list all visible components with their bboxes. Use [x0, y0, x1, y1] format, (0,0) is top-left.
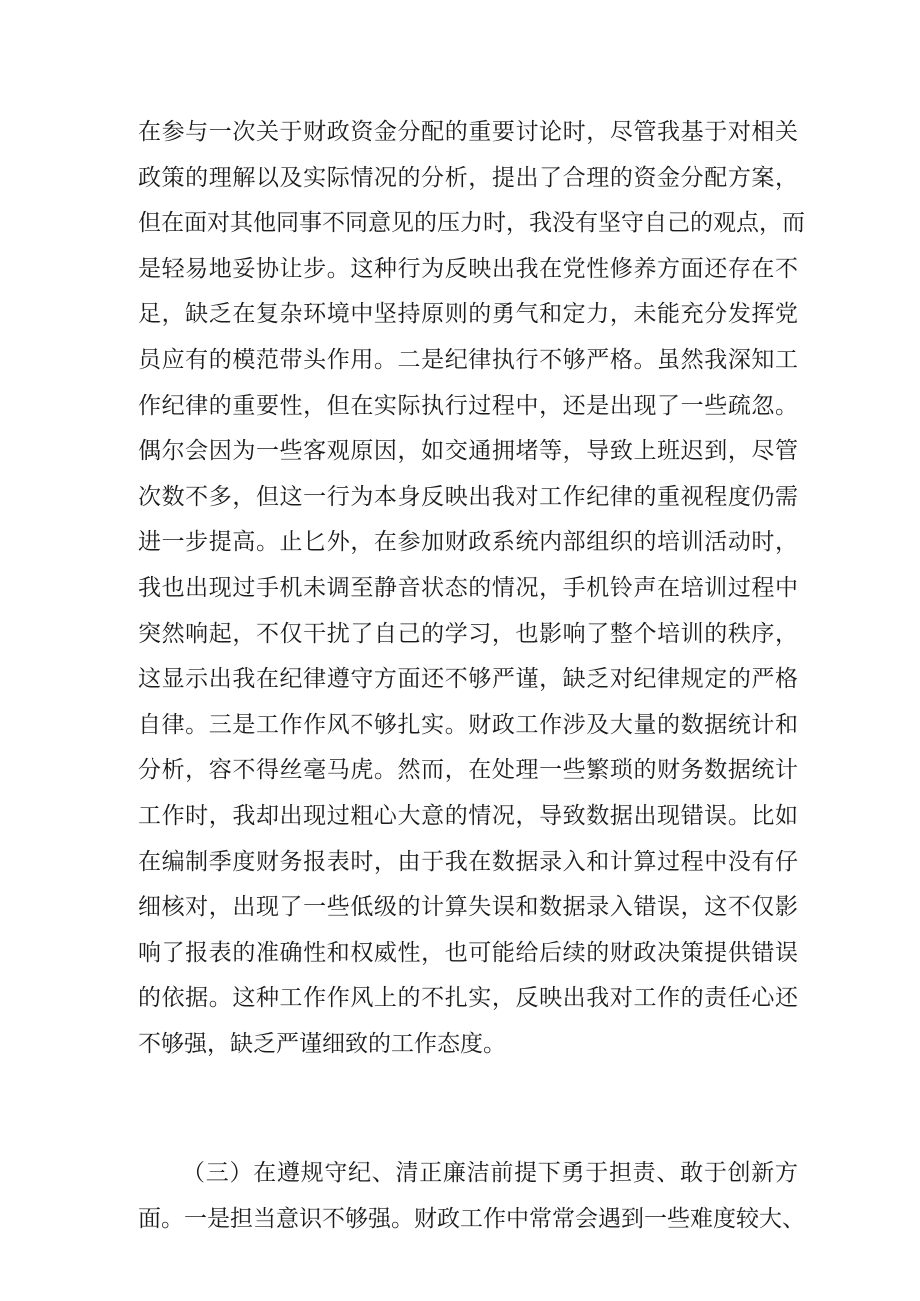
body-paragraph-2 [138, 1151, 805, 1242]
text-line: 不够强，缺乏严谨细致的工作态度。 [138, 1030, 506, 1057]
text-line: 足，缺乏在复杂环境中坚持原则的勇气和定力，未能充分发挥党 [138, 301, 798, 328]
text-line: 政策的理解以及实际情况的分析，提出了合理的资金分配方案， [138, 164, 798, 191]
text-line: 自律。三是工作作风不够扎实。财政工作涉及大量的数据统计和 [138, 711, 798, 738]
text-line: 偶尔会因为一些客观原因，如交通拥堵等，导致上班迟到，尽管 [138, 438, 798, 465]
text-line: 这显示出我在纪律遵守方面还不够严谨，缺乏对纪律规定的严格 [138, 666, 798, 693]
text-line: 的依据。这种工作作风上的不扎实，反映出我对工作的责任心还 [138, 985, 798, 1012]
text-line: 进一步提高。止匕外，在参加财政系统内部组织的培训活动时， [138, 529, 798, 556]
text-line: 但在面对其他同事不同意见的压力时，我没有坚守自己的观点，而 [138, 210, 805, 237]
text-line: 次数不多，但这一行为本身反映出我对工作纪律的重视程度仍需 [138, 483, 798, 510]
text-line: 工作时，我却出现过粗心大意的情况，导致数据出现错误。比如 [138, 802, 798, 829]
text-line: 员应有的模范带头作用。二是纪律执行不够严格。虽然我深知工 [138, 346, 798, 373]
text-line: 在编制季度财务报表时，由于我在数据录入和计算过程中没有仔 [138, 848, 798, 875]
text-line: 分析，容不得丝毫马虎。然而，在处理一些繁琐的财务数据统计 [138, 757, 798, 784]
text-line: 响了报表的准确性和权威性，也可能给后续的财政决策提供错误 [138, 939, 798, 966]
text-line: 是轻易地妥协让步。这种行为反映出我在党性修养方面还存在不 [138, 255, 798, 282]
body-paragraph-1 [138, 110, 805, 1067]
text-line: 面。一是担当意识不够强。财政工作中常常会遇到一些难度较大、 [138, 1205, 805, 1232]
text-line: 细核对，出现了一些低级的计算失误和数据录入错误，这不仅影 [138, 894, 798, 921]
section-heading-line: （三）在遵规守纪、清正廉洁前提下勇于担责、敢于创新方 [182, 1160, 798, 1186]
text-line: 我也出现过手机未调至静音状态的情况，手机铃声在培训过程中 [138, 574, 798, 601]
text-line: 作纪律的重要性，但在实际执行过程中，还是出现了一些疏忽。 [138, 392, 798, 419]
text-line: 突然响起，不仅干扰了自己的学习，也影响了整个培训的秩序， [138, 620, 798, 647]
text-line: 在参与一次关于财政资金分配的重要讨论时，尽管我基于对相关 [138, 119, 798, 145]
